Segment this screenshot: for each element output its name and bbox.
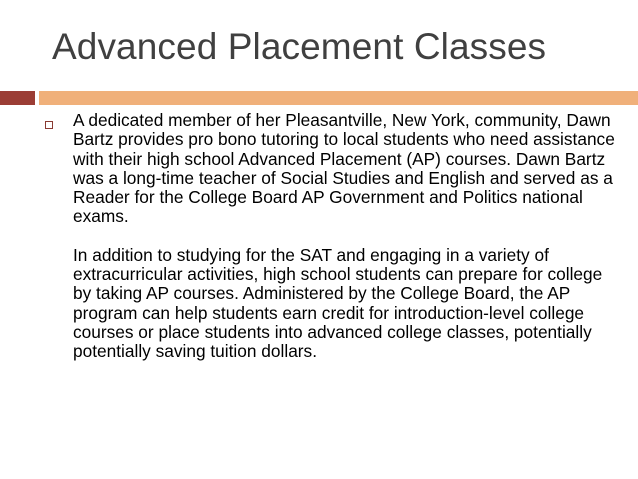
body-paragraph-1: A dedicated member of her Pleasantville, New York, community, Dawn Bartz provides pro bono tutoring to local students who need assistance with their high school Advanced Placement (AP) courses. Dawn Bartz was a long-time teacher of Social Studies and English and served as a Reader for the College Board AP Government and Politics national exams. (73, 110, 615, 227)
slide-title: Advanced Placement Classes (52, 26, 547, 67)
body-paragraph-2: In addition to studying for the SAT and engaging in a variety of extracurricular activities, high school students can prepare for college by taking AP courses. Administered by the College Board, the AP program can help students earn credit for introduction-level college courses or place students into advanced college classes, potentially potentially saving tuition dollars. (73, 244, 603, 362)
title-rule-light-segment (39, 91, 638, 105)
title-rule-dark-segment (0, 91, 35, 105)
hollow-square-bullet-icon (45, 121, 53, 129)
slide-body (73, 111, 618, 362)
